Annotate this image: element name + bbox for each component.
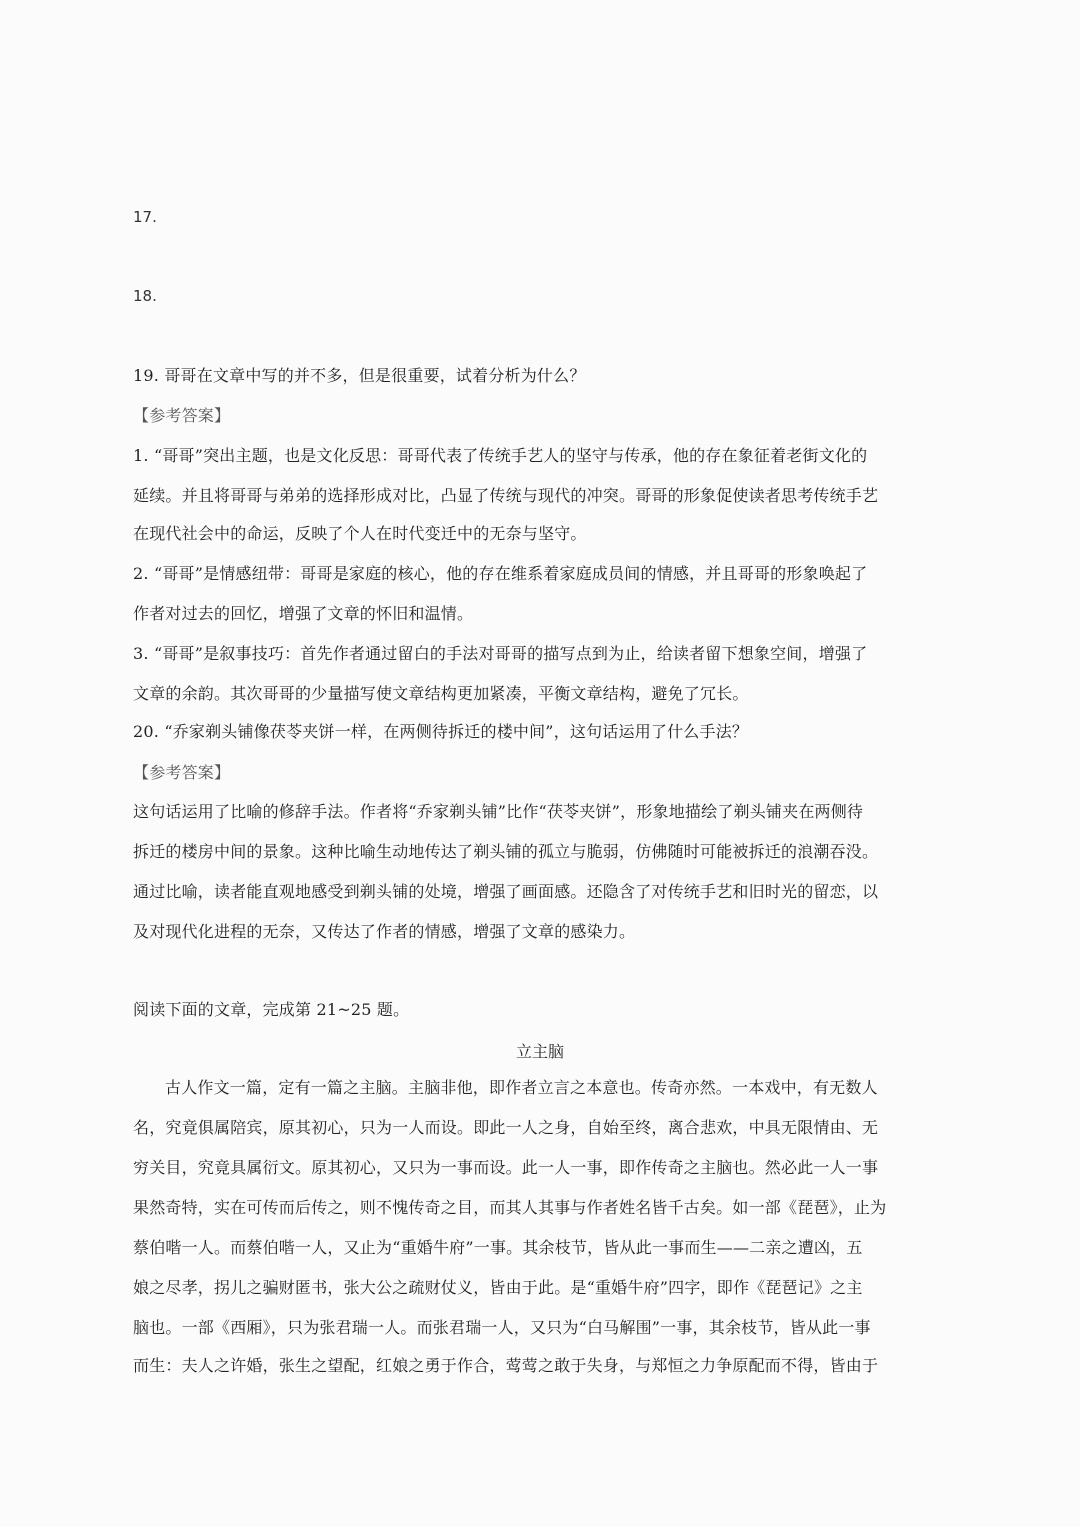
answer-19-line: 1. “哥哥”突出主题，也是文化反思：哥哥代表了传统手艺人的坚守与传承，他的存在象征着老街文化的 — [133, 446, 868, 465]
article-title: 立主脑 — [515, 1042, 564, 1061]
answer-20-line: 通过比喻，读者能直观地感受到剃头铺的处境，增强了画面感。还隐含了对传统手艺和旧时光的留恋，以 — [133, 882, 879, 901]
answer-19-line: 延续。并且将哥哥与弟弟的选择形成对比，凸显了传统与现代的冲突。哥哥的形象促使读者思考传统手艺 — [133, 486, 879, 505]
question-20: 20. “乔家剃头铺像茯苓夹饼一样，在两侧待拆迁的楼中间”，这句话运用了什么手法？ — [133, 722, 749, 741]
answer-19-line: 作者对过去的回忆，增强了文章的怀旧和温情。 — [133, 604, 474, 623]
question-17-number: 17. — [133, 208, 157, 226]
article-line: 穷关目，究竟具属衍文。原其初心，又只为一事而设。此一人一事，即作传奇之主脑也。然必此一人一事 — [133, 1158, 879, 1177]
answer-20-label: 【参考答案】 — [133, 763, 231, 782]
answer-19-line: 在现代社会中的命运，反映了个人在时代变迁中的无奈与坚守。 — [133, 524, 587, 543]
answer-19-label: 【参考答案】 — [133, 406, 231, 425]
article-line: 娘之尽孝，拐儿之骗财匿书，张大公之疏财仗义，皆由于此。是“重婚牛府”四字，即作《琵琶记》之主 — [133, 1278, 863, 1297]
article-line: 而生：夫人之许婚，张生之望配，红娘之勇于作合，莺莺之敢于失身，与郑恒之力争原配而不得，皆由于 — [133, 1356, 879, 1375]
answer-19-line: 2. “哥哥”是情感纽带：哥哥是家庭的核心，他的存在维系着家庭成员间的情感，并且哥哥的形象唤起了 — [133, 564, 868, 583]
answer-20-line: 拆迁的楼房中间的景象。这种比喻生动地传达了剃头铺的孤立与脆弱，仿佛随时可能被拆迁的浪潮吞没。 — [133, 842, 879, 861]
article-line: 古人作文一篇，定有一篇之主脑。主脑非他，即作者立言之本意也。传奇亦然。一本戏中，有无数人 — [165, 1078, 878, 1097]
article-line: 蔡伯喈一人。而蔡伯喈一人，又止为“重婚牛府”一事。其余枝节，皆从此一事而生——二亲之遭凶，五 — [133, 1238, 863, 1257]
answer-19-line: 3. “哥哥”是叙事技巧：首先作者通过留白的手法对哥哥的描写点到为止，给读者留下想象空间，增强了 — [133, 644, 868, 663]
reading-intro: 阅读下面的文章，完成第 21~25 题。 — [133, 1000, 410, 1019]
answer-20-line: 及对现代化进程的无奈，又传达了作者的情感，增强了文章的感染力。 — [133, 922, 636, 941]
article-line: 名，究竟俱属陪宾，原其初心，只为一人而设。即此一人之身，自始至终，离合悲欢，中具无限情由、无 — [133, 1118, 879, 1137]
question-19: 19. 哥哥在文章中写的并不多，但是很重要，试着分析为什么？ — [133, 366, 586, 385]
article-line: 脑也。一部《西厢》，只为张君瑞一人。而张君瑞一人，又只为“白马解围”一事，其余枝节，皆从此一事 — [133, 1318, 871, 1337]
article-line: 果然奇特，实在可传而后传之，则不愧传奇之目，而其人其事与作者姓名皆千古矣。如一部《琵琶》，止为 — [133, 1198, 887, 1217]
answer-20-line: 这句话运用了比喻的修辞手法。作者将“乔家剃头铺”比作“茯苓夹饼”，形象地描绘了剃头铺夹在两侧待 — [133, 802, 864, 821]
answer-19-line: 文章的余韵。其次哥哥的少量描写使文章结构更加紧凑，平衡文章结构，避免了冗长。 — [133, 684, 749, 703]
question-18-number: 18. — [133, 287, 157, 305]
